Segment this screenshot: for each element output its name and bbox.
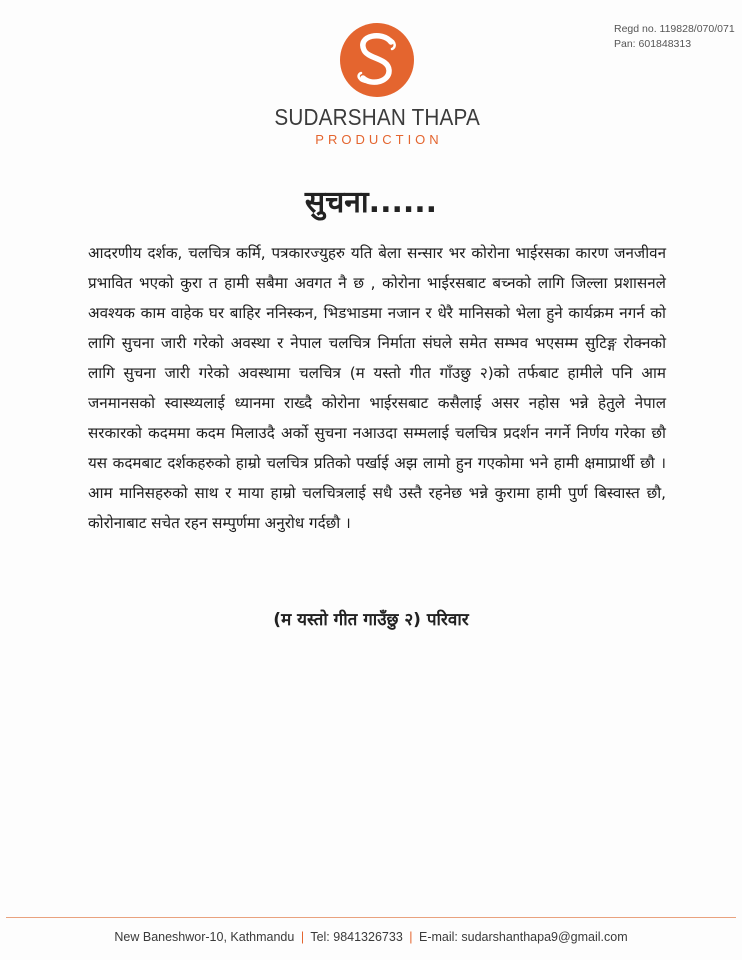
footer-divider [6, 917, 736, 918]
brand-name: SUDARSHAN THAPA [274, 104, 480, 130]
notice-title: सुचना...... [304, 185, 438, 220]
brand-subtitle: PRODUCTION [315, 132, 443, 147]
notice-body: आदरणीय दर्शक, चलचित्र कर्मि, पत्रकारज्युहरु यति बेला सन्सार भर कोरोना भाईरसका कारण जनजीवन प्रभावित भएको कुरा त हामी सबैमा अवगत नै छ , कोरोना भाईरसबाट बच्नको लागि जिल्ला प्रशासनले अवश्यक काम वाहेक घर बाहिर ननिस्कन, भिडभाडमा नजान र धेरै मानिसको भेला हुने कार्यक्रम नगर्न को लागि सुचना जारी गरेको अवस्था र नेपाल चलचित्र निर्माता संघले समेत सम्भव भएसम्म सुटिङ्ग रोक्नको लागि सुचना जारी गरेको अवस्थामा चलचित्र (म यस्तो गीत गाँउछु २)को तर्फबाट हामीले पनि आम जनमानसको स्वास्थ्यलाई ध्यानमा राख्दै कोरोना भाईरसबाट कसैलाई असर नहोस भन्ने हेतुले नेपाल सरकारको कदममा कदम मिलाउदै अर्को सुचना नआउदा सम्मलाई चलचित्र प्रदर्शन नगर्ने निर्णय गरेका छौ यस कदमबाट दर्शकहरुको हाम्रो चलचित्र प्रतिको पर्खाई अझ लामो हुन गएकोमा भने हामी क्षमाप्रार्थी छौ । आम मानिसहरुको साथ र माया हाम्रो चलचित्रलाई सधै उस्तै रहनेछ भन्ने कुरामा हामी पुर्ण बिस्वास्त छौ, कोरोनाबाट सचेत रहन सम्पुर्णमा अनुरोध गर्दछौ । [88, 244, 666, 532]
pan-number: Pan: 601848313 [614, 38, 692, 50]
footer-email: E-mail: sudarshanthapa9@gmail.com [419, 930, 628, 944]
footer-separator: | [409, 930, 413, 944]
registration-info [614, 22, 735, 52]
brand-logo [270, 22, 484, 147]
footer-separator: | [300, 930, 305, 944]
footer-contact [0, 930, 742, 944]
notice-signature: (म यस्तो गीत गाउँछु २) परिवार [273, 610, 469, 630]
footer-address: New Baneshwor-10, Kathmandu [114, 930, 295, 944]
s-circle-logo-icon [339, 22, 415, 98]
regd-number: Regd no. 119828/070/071 [614, 23, 735, 35]
footer-phone: Tel: 9841326733 [310, 930, 403, 944]
